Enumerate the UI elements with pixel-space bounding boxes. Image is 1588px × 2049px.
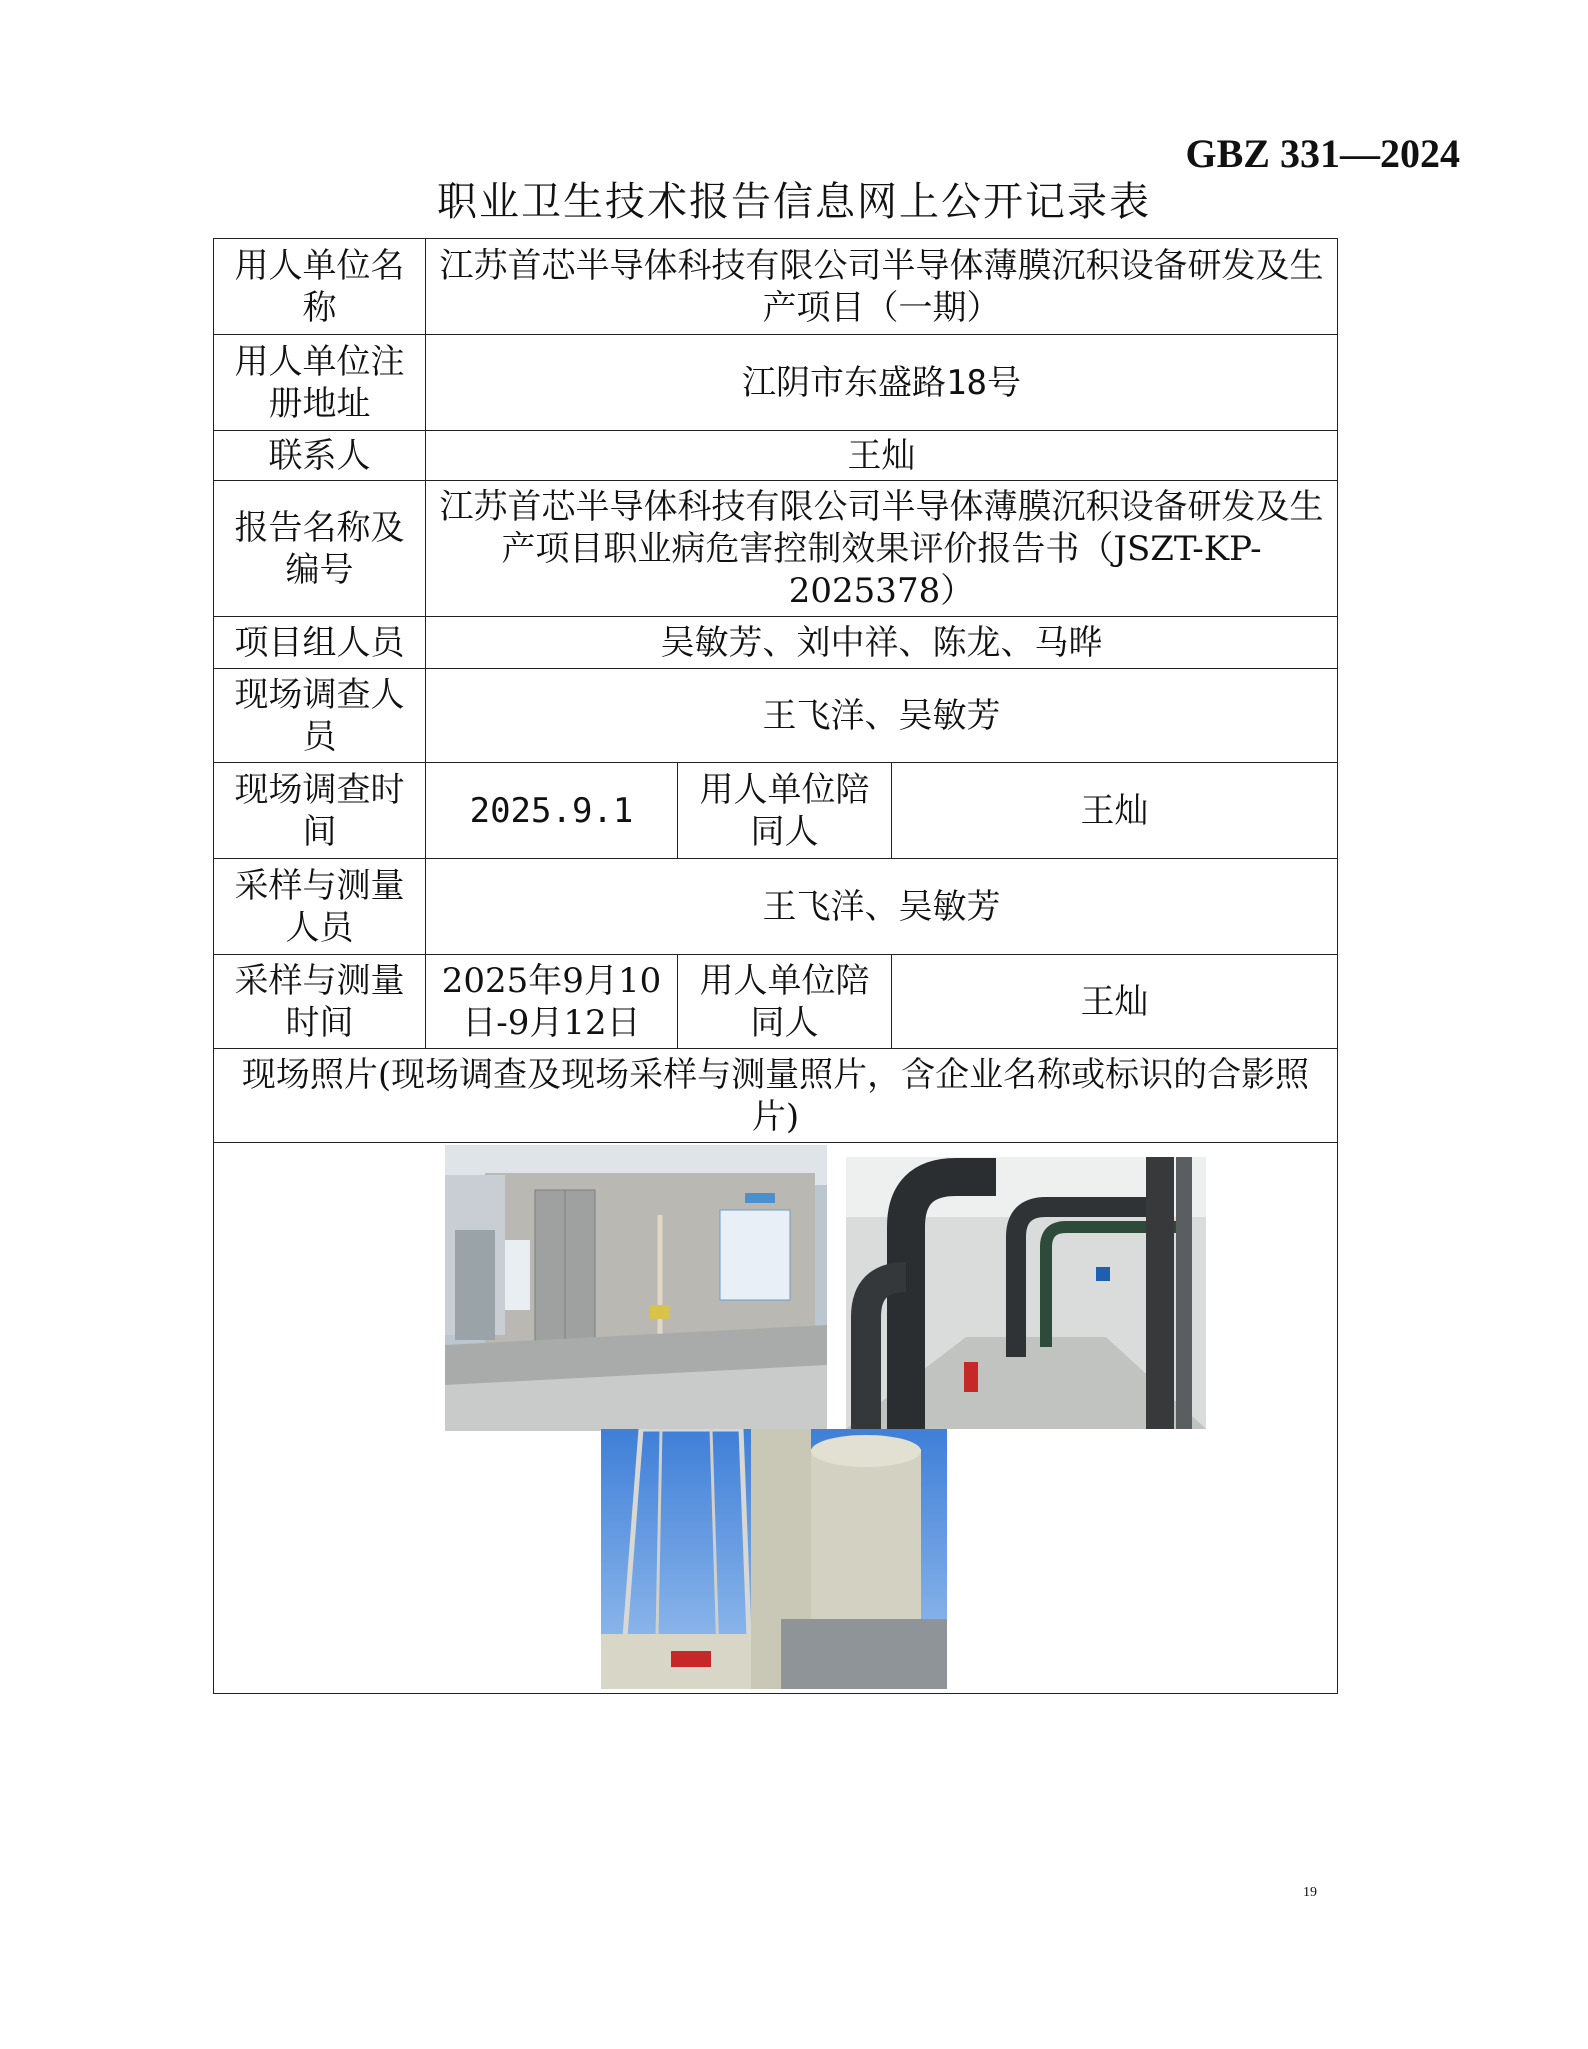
survey-staff-value: 王飞洋、吴敏芳 [426, 669, 1338, 763]
survey-time-label: 现场调查时间 [214, 763, 426, 859]
employer-name-value: 江苏首芯半导体科技有限公司半导体薄膜沉积设备研发及生产项目（一期） [426, 239, 1338, 335]
standard-code: GBZ 331—2024 [1185, 131, 1460, 176]
row-project-team [214, 617, 1338, 669]
document-title: 职业卫生技术报告信息网上公开记录表 [437, 179, 1151, 225]
sampling-escort-label: 用人单位陪同人 [678, 955, 892, 1049]
survey-time-value: 2025.9.1 [426, 763, 678, 859]
survey-escort-label: 用人单位陪同人 [678, 763, 892, 859]
sampling-staff-value: 王飞洋、吴敏芳 [426, 859, 1338, 955]
sampling-time-value: 2025年9月10日-9月12日 [426, 955, 678, 1049]
page-number: 19 [1303, 1885, 1317, 1900]
photos-label: 现场照片(现场调查及现场采样与测量照片，含企业名称或标识的合影照片) [214, 1049, 1338, 1143]
row-sampling-staff [214, 859, 1338, 955]
sampling-escort-value: 王灿 [892, 955, 1338, 1049]
photos-cell [214, 1143, 1338, 1694]
registered-address-label: 用人单位注册地址 [214, 335, 426, 431]
sampling-staff-label: 采样与测量人员 [214, 859, 426, 955]
photo-building-eyewash [445, 1145, 827, 1431]
project-team-label: 项目组人员 [214, 617, 426, 669]
contact-label: 联系人 [214, 431, 426, 481]
photo-exhaust-tower [601, 1429, 947, 1689]
report-label: 报告名称及编号 [214, 481, 426, 617]
employer-name-label: 用人单位名称 [214, 239, 426, 335]
row-report [214, 481, 1338, 617]
row-sampling-time [214, 955, 1338, 1049]
survey-staff-label: 现场调查人员 [214, 669, 426, 763]
sampling-time-label: 采样与测量时间 [214, 955, 426, 1049]
row-photos [214, 1143, 1338, 1694]
survey-escort-value: 王灿 [892, 763, 1338, 859]
report-value: 江苏首芯半导体科技有限公司半导体薄膜沉积设备研发及生产项目职业病危害控制效果评价报告书（JSZT-KP-2025378） [426, 481, 1338, 617]
row-survey-staff [214, 669, 1338, 763]
project-team-value: 吴敏芳、刘中祥、陈龙、马晔 [426, 617, 1338, 669]
row-photos-label [214, 1049, 1338, 1143]
photo-pipe-corridor [846, 1157, 1206, 1429]
row-contact [214, 431, 1338, 481]
registered-address-value: 江阴市东盛路18号 [426, 335, 1338, 431]
record-table [213, 238, 1338, 1694]
row-registered-address [214, 335, 1338, 431]
photo-area [214, 1143, 1337, 1693]
contact-value: 王灿 [426, 431, 1338, 481]
row-employer-name [214, 239, 1338, 335]
row-survey-time [214, 763, 1338, 859]
